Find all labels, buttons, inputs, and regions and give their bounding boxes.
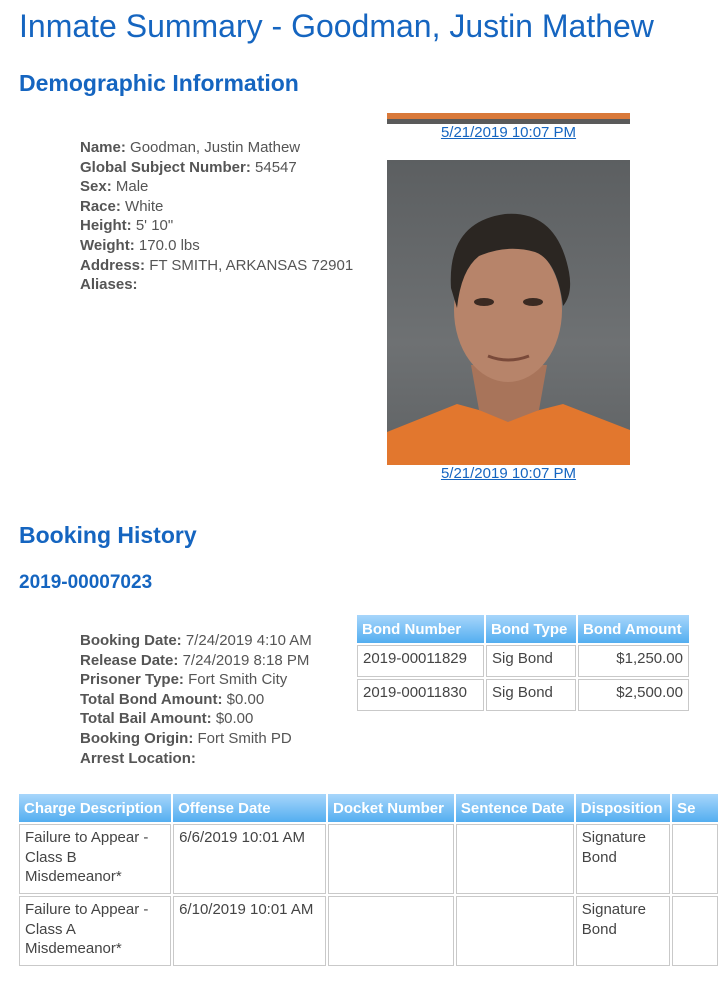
docket-number-cell — [328, 824, 454, 894]
page-title: Inmate Summary - Goodman, Justin Mathew — [19, 8, 654, 44]
column-header-docket-number[interactable]: Docket Number — [328, 794, 454, 822]
disposition-cell: Signature Bond — [576, 896, 670, 966]
field-label: Name: — [80, 139, 126, 156]
table-header-row — [357, 615, 689, 643]
field-name — [80, 138, 353, 158]
bond-table — [355, 613, 691, 713]
demographic-fields — [80, 138, 353, 295]
field-total-bond-amount — [80, 690, 312, 710]
booking-number: 2019-00007023 — [19, 572, 153, 593]
field-value: 7/24/2019 8:18 PM — [182, 651, 310, 669]
field-label: Sex: — [80, 178, 112, 196]
field-weight — [80, 236, 353, 256]
charge-description-cell: Failure to Appear - Class B Misdemeanor* — [19, 824, 171, 894]
field-value: White — [125, 197, 164, 215]
field-value: 7/24/2019 4:10 AM — [185, 632, 312, 649]
charges-table — [17, 792, 720, 968]
bond-amount-cell: $2,500.00 — [578, 679, 689, 711]
field-release-date — [80, 651, 312, 671]
column-header-bond-number[interactable]: Bond Number — [357, 615, 484, 643]
column-header-offense-date[interactable]: Offense Date — [173, 794, 326, 822]
table-header-row — [19, 794, 718, 822]
field-value: Goodman, Justin Mathew — [130, 139, 301, 156]
booking-fields — [80, 631, 312, 768]
mugshot-photo[interactable] — [387, 160, 630, 465]
bond-type-cell: Sig Bond — [486, 679, 576, 711]
field-value: FT SMITH, ARKANSAS 72901 — [149, 256, 354, 274]
field-label: Booking Origin: — [80, 729, 194, 747]
field-label: Weight: — [80, 236, 135, 254]
column-header-disposition[interactable]: Disposition — [576, 794, 670, 822]
photo-date-link[interactable]: 5/21/2019 10:07 PM — [440, 124, 577, 141]
field-label: Aliases: — [80, 276, 138, 294]
table-row — [19, 824, 718, 894]
mugshot-image — [387, 160, 630, 465]
bond-number-cell: 2019-00011829 — [357, 645, 484, 677]
table-row — [357, 679, 689, 711]
field-value: $0.00 — [215, 710, 254, 728]
bond-type-cell: Sig Bond — [486, 645, 576, 677]
field-booking-date — [80, 631, 312, 651]
column-header-sentence[interactable]: Se — [672, 794, 718, 822]
field-global-subject-number — [80, 158, 353, 178]
field-label: Height: — [80, 217, 132, 235]
column-header-charge-description[interactable]: Charge Description — [19, 794, 171, 822]
demographic-heading: Demographic Information — [19, 70, 299, 96]
field-label: Release Date: — [80, 651, 179, 669]
field-arrest-location — [80, 749, 312, 769]
field-label: Prisoner Type: — [80, 671, 184, 689]
column-header-sentence-date[interactable]: Sentence Date — [456, 794, 574, 822]
column-header-bond-type[interactable]: Bond Type — [486, 615, 576, 643]
field-label: Total Bail Amount: — [80, 710, 212, 728]
field-prisoner-type — [80, 670, 312, 690]
column-header-bond-amount[interactable]: Bond Amount — [578, 615, 689, 643]
sentence-cell — [672, 824, 718, 894]
field-label: Global Subject Number: — [80, 158, 251, 176]
field-booking-origin — [80, 729, 312, 749]
field-value: $0.00 — [226, 690, 265, 708]
previous-booking-photo[interactable] — [387, 113, 630, 124]
field-height — [80, 216, 353, 236]
field-label: Arrest Location: — [80, 749, 196, 767]
sentence-date-cell — [456, 824, 574, 894]
field-value: 5' 10" — [135, 217, 174, 235]
booking-history-heading: Booking History — [19, 522, 197, 548]
disposition-cell: Signature Bond — [576, 824, 670, 894]
offense-date-cell: 6/10/2019 10:01 AM — [173, 896, 326, 966]
field-total-bail-amount — [80, 709, 312, 729]
field-sex — [80, 177, 353, 197]
docket-number-cell — [328, 896, 454, 966]
field-label: Total Bond Amount: — [80, 690, 223, 708]
sentence-date-cell — [456, 896, 574, 966]
field-value: Fort Smith City — [188, 671, 288, 689]
field-value: Male — [115, 178, 149, 196]
charge-description-cell: Failure to Appear - Class A Misdemeanor* — [19, 896, 171, 966]
field-label: Address: — [80, 256, 146, 274]
table-row — [19, 896, 718, 966]
field-value: 54547 — [255, 158, 297, 176]
table-row — [357, 645, 689, 677]
field-aliases — [80, 275, 353, 295]
field-address — [80, 256, 353, 276]
bond-number-cell: 2019-00011830 — [357, 679, 484, 711]
field-race — [80, 197, 353, 217]
field-label: Booking Date: — [80, 632, 182, 649]
field-value: 170.0 lbs — [138, 236, 200, 254]
field-value: Fort Smith PD — [197, 729, 292, 747]
bond-amount-cell: $1,250.00 — [578, 645, 689, 677]
photo-date-link[interactable]: 5/21/2019 10:07 PM — [440, 465, 577, 482]
sentence-cell — [672, 896, 718, 966]
field-label: Race: — [80, 197, 121, 215]
offense-date-cell: 6/6/2019 10:01 AM — [173, 824, 326, 894]
